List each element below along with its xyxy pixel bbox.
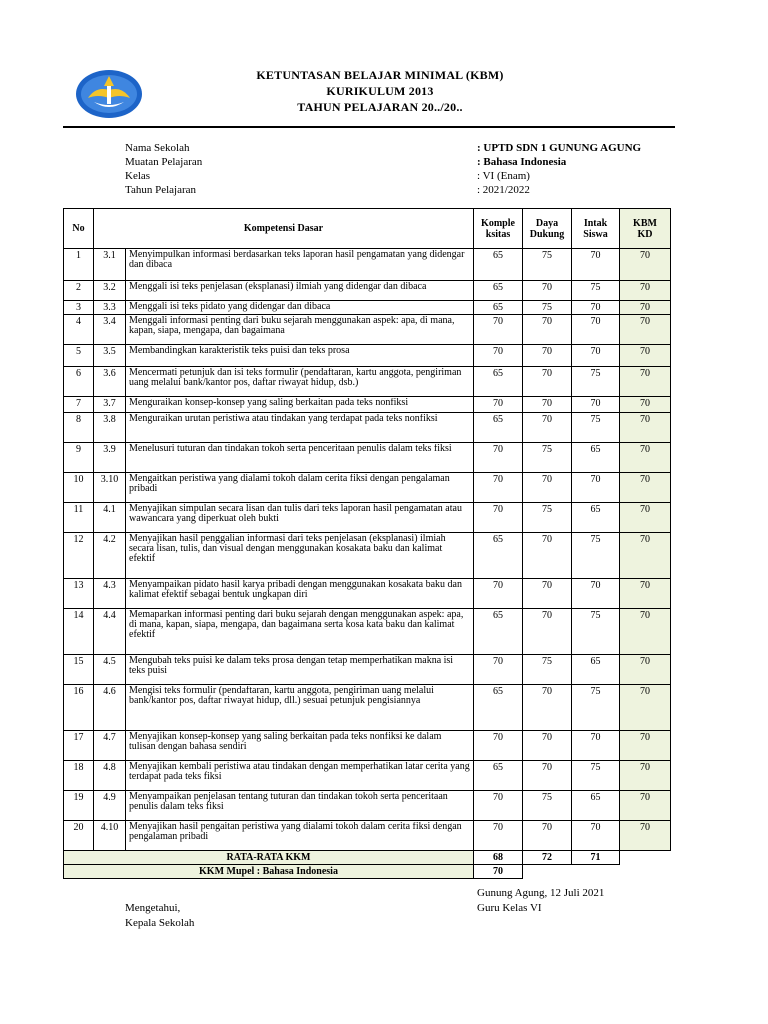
table-row — [64, 609, 671, 655]
kd-description: Menelusuri tuturan dan tindakan tokoh serta penceritaan penulis dalam teks fiksi — [126, 443, 474, 473]
doc-title-line2: KURIKULUM 2013 — [326, 84, 434, 98]
kbm-kd-value: 70 — [620, 301, 671, 315]
kd-code: 3.9 — [94, 443, 126, 473]
row-number: 20 — [64, 821, 94, 851]
header-intak-siswa: Intak Siswa — [572, 209, 620, 249]
kd-code: 4.9 — [94, 791, 126, 821]
daya-dukung-value: 70 — [523, 731, 572, 761]
empty-cell — [523, 865, 572, 879]
kd-code: 4.5 — [94, 655, 126, 685]
kbm-kd-value: 70 — [620, 685, 671, 731]
table-row — [64, 397, 671, 413]
row-number: 3 — [64, 301, 94, 315]
daya-dukung-value: 70 — [523, 579, 572, 609]
table-row — [64, 533, 671, 579]
table-row — [64, 503, 671, 533]
kd-description: Menyampaikan pidato hasil karya pribadi dengan menggunakan kosakata baku dan kalimat efektif sebagai bentuk ungkapan diri — [126, 579, 474, 609]
kompleksitas-value: 65 — [474, 761, 523, 791]
intak-siswa-value: 70 — [572, 249, 620, 281]
kd-description: Mengubah teks puisi ke dalam teks prosa dengan tetap memperhatikan makna isi teks puisi — [126, 655, 474, 685]
intak-siswa-value: 75 — [572, 533, 620, 579]
empty-cell — [572, 865, 620, 879]
kd-code: 3.3 — [94, 301, 126, 315]
daya-dukung-value: 75 — [523, 249, 572, 281]
kd-description: Menyajikan simpulan secara lisan dan tulis dari teks laporan hasil pengamatan atau wawancara yang diperkuat oleh bukti — [126, 503, 474, 533]
kbm-kd-value: 70 — [620, 655, 671, 685]
daya-dukung-value: 75 — [523, 655, 572, 685]
kbm-table — [63, 208, 671, 879]
row-number: 13 — [64, 579, 94, 609]
intak-siswa-value: 75 — [572, 609, 620, 655]
table-row — [64, 655, 671, 685]
kd-code: 4.7 — [94, 731, 126, 761]
intak-siswa-value: 65 — [572, 655, 620, 685]
intak-siswa-value: 70 — [572, 315, 620, 345]
daya-dukung-value: 75 — [523, 791, 572, 821]
kd-code: 4.8 — [94, 761, 126, 791]
info-value-school: : UPTD SDN 1 GUNUNG AGUNG — [477, 142, 642, 154]
kbm-kd-value: 70 — [620, 413, 671, 443]
kd-description: Menguraikan konsep-konsep yang saling berkaitan pada teks nonfiksi — [126, 397, 474, 413]
table-row — [64, 791, 671, 821]
signature-mengetahui: Mengetahui, — [125, 902, 181, 914]
empty-cell — [620, 865, 671, 879]
signature-guru: Guru Kelas VI — [477, 902, 542, 914]
kd-description: Menggali informasi penting dari buku sejarah menggunakan aspek: apa, di mana, kapan, siapa, mengapa, dan bagaimana — [126, 315, 474, 345]
intak-siswa-value: 70 — [572, 345, 620, 367]
doc-title-line1: KETUNTASAN BELAJAR MINIMAL (KBM) — [256, 68, 504, 82]
info-label-subject: Muatan Pelajaran — [125, 156, 203, 168]
kbm-kd-value: 70 — [620, 821, 671, 851]
header-kbm-kd: KBM KD — [620, 209, 671, 249]
rata-rata-intak-siswa: 71 — [572, 851, 620, 865]
kd-description: Mencermati petunjuk dan isi teks formulir (pendaftaran, kartu anggota, pengiriman uang melalui bank/kantor pos, daftar riwayat hidup, dsb.) — [126, 367, 474, 397]
daya-dukung-value: 70 — [523, 367, 572, 397]
signature-date: Gunung Agung, 12 Juli 2021 — [477, 887, 605, 899]
header-divider — [63, 126, 675, 128]
header-daya-dukung: Daya Dukung — [523, 209, 572, 249]
signature-kepala: Kepala Sekolah — [125, 917, 195, 929]
daya-dukung-value: 70 — [523, 345, 572, 367]
row-number: 12 — [64, 533, 94, 579]
daya-dukung-value: 70 — [523, 609, 572, 655]
info-value-subject: : Bahasa Indonesia — [477, 156, 567, 168]
table-header-row — [64, 209, 671, 249]
kd-description: Membandingkan karakteristik teks puisi dan teks prosa — [126, 345, 474, 367]
kd-code: 3.2 — [94, 281, 126, 301]
row-number: 7 — [64, 397, 94, 413]
table-row — [64, 731, 671, 761]
info-label-year: Tahun Pelajaran — [125, 184, 197, 196]
kbm-kd-value: 70 — [620, 503, 671, 533]
row-number: 17 — [64, 731, 94, 761]
kompleksitas-value: 70 — [474, 443, 523, 473]
empty-cell — [620, 851, 671, 865]
table-row — [64, 413, 671, 443]
rata-rata-label: RATA-RATA KKM — [64, 851, 474, 865]
kompleksitas-value: 70 — [474, 791, 523, 821]
kd-code: 4.2 — [94, 533, 126, 579]
row-number: 1 — [64, 249, 94, 281]
daya-dukung-value: 75 — [523, 443, 572, 473]
kompleksitas-value: 70 — [474, 397, 523, 413]
info-label-school: Nama Sekolah — [125, 142, 190, 154]
kd-description: Mengisi teks formulir (pendaftaran, kartu anggota, pengiriman uang melalui bank/kantor pos, daftar riwayat hidup, dll.) sesuai petunjuk pengisiannya — [126, 685, 474, 731]
intak-siswa-value: 65 — [572, 503, 620, 533]
intak-siswa-value: 75 — [572, 367, 620, 397]
kbm-kd-value: 70 — [620, 761, 671, 791]
intak-siswa-value: 70 — [572, 821, 620, 851]
intak-siswa-value: 70 — [572, 473, 620, 503]
row-number: 18 — [64, 761, 94, 791]
row-number: 6 — [64, 367, 94, 397]
kd-description: Menyajikan konsep-konsep yang saling berkaitan pada teks nonfiksi ke dalam tulisan dengan bahasa sendiri — [126, 731, 474, 761]
daya-dukung-value: 75 — [523, 503, 572, 533]
daya-dukung-value: 75 — [523, 301, 572, 315]
daya-dukung-value: 70 — [523, 533, 572, 579]
kd-description: Memaparkan informasi penting dari buku sejarah dengan menggunakan aspek: apa, di mana, kapan, siapa, mengapa, dan bagaimana serta kosa kata baku dan kalimat efektif — [126, 609, 474, 655]
kbm-kd-value: 70 — [620, 281, 671, 301]
kd-code: 3.8 — [94, 413, 126, 443]
kbm-kd-value: 70 — [620, 397, 671, 413]
kd-code: 3.7 — [94, 397, 126, 413]
daya-dukung-value: 70 — [523, 473, 572, 503]
kompleksitas-value: 65 — [474, 281, 523, 301]
kbm-kd-value: 70 — [620, 249, 671, 281]
kd-description: Menggali isi teks penjelasan (eksplanasi) ilmiah yang didengar dan dibaca — [126, 281, 474, 301]
kompleksitas-value: 70 — [474, 345, 523, 367]
kompleksitas-value: 65 — [474, 609, 523, 655]
kkm-mupel-label: KKM Mupel : Bahasa Indonesia — [64, 865, 474, 879]
header-kompetensi-dasar: Kompetensi Dasar — [94, 209, 474, 249]
kd-description: Menyajikan kembali peristiwa atau tindakan dengan memperhatikan latar cerita yang terdapat pada teks fiksi — [126, 761, 474, 791]
table-row — [64, 473, 671, 503]
row-number: 10 — [64, 473, 94, 503]
kbm-kd-value: 70 — [620, 473, 671, 503]
intak-siswa-value: 75 — [572, 685, 620, 731]
kd-description: Mengaitkan peristiwa yang dialami tokoh dalam cerita fiksi dengan pengalaman pribadi — [126, 473, 474, 503]
table-row — [64, 345, 671, 367]
row-number: 14 — [64, 609, 94, 655]
row-number: 9 — [64, 443, 94, 473]
kd-description: Menguraikan urutan peristiwa atau tindakan yang terdapat pada teks nonfiksi — [126, 413, 474, 443]
info-value-class: : VI (Enam) — [477, 170, 530, 182]
kompleksitas-value: 65 — [474, 413, 523, 443]
daya-dukung-value: 70 — [523, 761, 572, 791]
intak-siswa-value: 65 — [572, 791, 620, 821]
kd-code: 4.4 — [94, 609, 126, 655]
kbm-kd-value: 70 — [620, 367, 671, 397]
kd-code: 3.5 — [94, 345, 126, 367]
kompleksitas-value: 65 — [474, 533, 523, 579]
daya-dukung-value: 70 — [523, 821, 572, 851]
kompleksitas-value: 70 — [474, 655, 523, 685]
kkm-mupel-value: 70 — [474, 865, 523, 879]
table-row — [64, 301, 671, 315]
table-row — [64, 249, 671, 281]
kd-code: 3.6 — [94, 367, 126, 397]
kd-description: Menyajikan hasil penggalian informasi dari teks penjelasan (eksplanasi) ilmiah secara lisan, tulis, dan visual dengan menggunakan kosakata baku dan kalimat efektif — [126, 533, 474, 579]
intak-siswa-value: 70 — [572, 579, 620, 609]
doc-title-line3: TAHUN PELAJARAN 20../20.. — [297, 100, 463, 114]
kompleksitas-value: 70 — [474, 315, 523, 345]
header-kompleksitas: Komple ksitas — [474, 209, 523, 249]
kd-code: 4.3 — [94, 579, 126, 609]
intak-siswa-value: 65 — [572, 443, 620, 473]
kkm-mupel-row — [64, 865, 671, 879]
intak-siswa-value: 70 — [572, 731, 620, 761]
daya-dukung-value: 70 — [523, 413, 572, 443]
row-number: 4 — [64, 315, 94, 345]
info-value-year: : 2021/2022 — [477, 184, 530, 196]
kompleksitas-value: 70 — [474, 579, 523, 609]
intak-siswa-value: 75 — [572, 413, 620, 443]
kd-description: Menyajikan hasil pengaitan peristiwa yang dialami tokoh dalam cerita fiksi dengan pengalaman pribadi — [126, 821, 474, 851]
table-row — [64, 685, 671, 731]
row-number: 19 — [64, 791, 94, 821]
header-no: No — [64, 209, 94, 249]
tut-wuri-handayani-logo — [74, 68, 144, 120]
intak-siswa-value: 70 — [572, 397, 620, 413]
rata-rata-kompleksitas: 68 — [474, 851, 523, 865]
kbm-kd-value: 70 — [620, 791, 671, 821]
kbm-kd-value: 70 — [620, 345, 671, 367]
kd-code: 3.1 — [94, 249, 126, 281]
kbm-kd-value: 70 — [620, 609, 671, 655]
kbm-kd-value: 70 — [620, 731, 671, 761]
kbm-kd-value: 70 — [620, 533, 671, 579]
table-row — [64, 761, 671, 791]
kd-code: 4.6 — [94, 685, 126, 731]
kompleksitas-value: 70 — [474, 503, 523, 533]
info-label-class: Kelas — [125, 170, 151, 182]
kd-code: 3.4 — [94, 315, 126, 345]
kompleksitas-value: 65 — [474, 249, 523, 281]
row-number: 16 — [64, 685, 94, 731]
kompleksitas-value: 65 — [474, 685, 523, 731]
kbm-kd-value: 70 — [620, 443, 671, 473]
kd-description: Menggali isi teks pidato yang didengar dan dibaca — [126, 301, 474, 315]
kompleksitas-value: 65 — [474, 367, 523, 397]
kd-code: 4.10 — [94, 821, 126, 851]
intak-siswa-value: 75 — [572, 761, 620, 791]
kbm-kd-value: 70 — [620, 315, 671, 345]
rata-rata-daya-dukung: 72 — [523, 851, 572, 865]
kompleksitas-value: 70 — [474, 731, 523, 761]
row-number: 8 — [64, 413, 94, 443]
intak-siswa-value: 70 — [572, 301, 620, 315]
rata-rata-row — [64, 851, 671, 865]
row-number: 2 — [64, 281, 94, 301]
kd-code: 4.1 — [94, 503, 126, 533]
kompleksitas-value: 70 — [474, 473, 523, 503]
kompleksitas-value: 70 — [474, 821, 523, 851]
row-number: 5 — [64, 345, 94, 367]
row-number: 15 — [64, 655, 94, 685]
table-row — [64, 281, 671, 301]
table-row — [64, 367, 671, 397]
daya-dukung-value: 70 — [523, 315, 572, 345]
kd-description: Menyimpulkan informasi berdasarkan teks laporan hasil pengamatan yang didengar dan dibaca — [126, 249, 474, 281]
table-row — [64, 315, 671, 345]
table-row — [64, 579, 671, 609]
kompleksitas-value: 65 — [474, 301, 523, 315]
daya-dukung-value: 70 — [523, 281, 572, 301]
daya-dukung-value: 70 — [523, 397, 572, 413]
daya-dukung-value: 70 — [523, 685, 572, 731]
table-row — [64, 821, 671, 851]
kd-code: 3.10 — [94, 473, 126, 503]
kd-description: Menyampaikan penjelasan tentang tuturan dan tindakan tokoh serta penceritaan penulis dalam teks fiksi — [126, 791, 474, 821]
kbm-kd-value: 70 — [620, 579, 671, 609]
table-row — [64, 443, 671, 473]
row-number: 11 — [64, 503, 94, 533]
intak-siswa-value: 75 — [572, 281, 620, 301]
